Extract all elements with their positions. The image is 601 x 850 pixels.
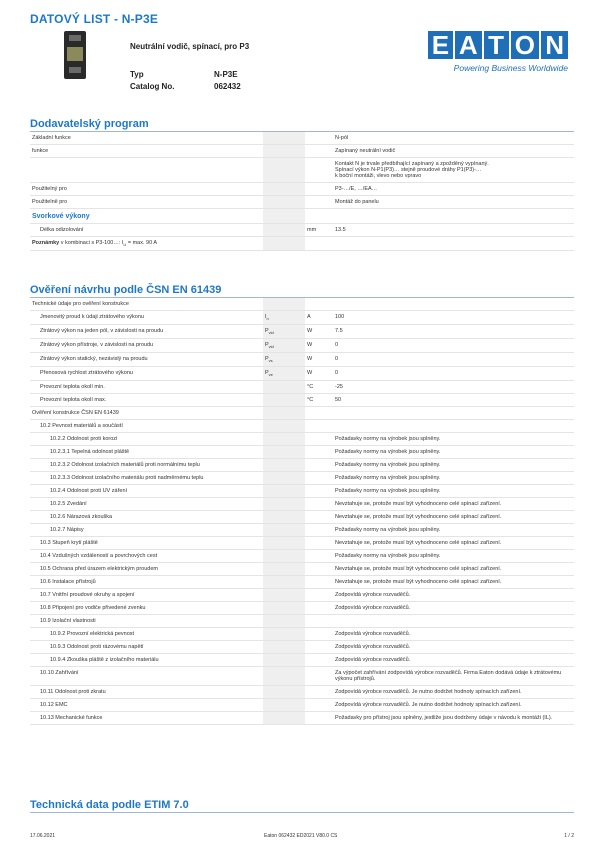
table-row <box>30 550 574 563</box>
row-value: Požadavky pro přístroj jsou splněny, jestliže jsou dodrženy údaje v návodu k montáži (IL). <box>333 712 574 725</box>
row-label: Jmenovitý proud k údaji ztrátového výkonu <box>30 311 263 325</box>
table-row <box>30 602 574 615</box>
logo-letter: T <box>484 31 509 59</box>
section-title-etim: Technická data podle ETIM 7.0 <box>30 799 189 811</box>
row-unit <box>305 524 333 537</box>
row-symbol <box>263 667 305 686</box>
row-label: 10.4 Vzdušných vzdáleností a povrchových cest <box>30 550 263 563</box>
row-symbol <box>263 394 305 407</box>
table-row <box>30 641 574 654</box>
row-unit <box>305 641 333 654</box>
row-label: 10.7 Vnitřní proudové okruhy a spojení <box>30 589 263 602</box>
row-value: Požadavky normy na výrobek jsou splněny. <box>333 446 574 459</box>
row-symbol <box>263 209 305 224</box>
row-unit <box>305 699 333 712</box>
row-value: Nevztahuje se, protože musí být vyhodnoceno celé spínací zařízení. <box>333 511 574 524</box>
row-label: Technické údaje pro ověření konstrukce <box>30 298 263 311</box>
row-value: Zodpovídá výrobce rozvaděčů. <box>333 589 574 602</box>
footer-page-number: 1 / 2 <box>564 833 574 839</box>
row-label: funkce <box>30 145 263 158</box>
row-unit <box>305 589 333 602</box>
row-symbol <box>263 485 305 498</box>
row-symbol <box>263 381 305 394</box>
row-value: Nevztahuje se, protože musí být vyhodnoceno celé spínací zařízení. <box>333 576 574 589</box>
row-value: N-pól <box>333 132 574 145</box>
row-label: Ztrátový výkon statický, nezávislý na proudu <box>30 353 263 367</box>
logo-letter: O <box>511 31 540 59</box>
row-symbol: $P_{vs}$ <box>263 353 305 367</box>
row-value: Požadavky normy na výrobek jsou splněny. <box>333 550 574 563</box>
table-row <box>30 628 574 641</box>
row-label: 10.9.2 Provozní elektrická pevnost <box>30 628 263 641</box>
table-row <box>30 353 574 367</box>
type-value: N-P3E <box>214 70 238 79</box>
row-unit <box>305 472 333 485</box>
row-symbol <box>263 132 305 145</box>
subsection-title: Svorkové výkony <box>30 209 263 224</box>
row-value: 100 <box>333 311 574 325</box>
row-value: 13.5 <box>333 224 574 237</box>
row-unit <box>305 511 333 524</box>
table-row <box>30 158 574 183</box>
row-symbol <box>263 420 305 433</box>
row-label: 10.11 Odolnost proti zkratu <box>30 686 263 699</box>
row-symbol <box>263 459 305 472</box>
note-row <box>30 237 574 251</box>
row-unit <box>305 537 333 550</box>
table-row <box>30 459 574 472</box>
table-row <box>30 615 574 628</box>
table-row <box>30 145 574 158</box>
row-unit <box>305 158 333 183</box>
row-label: 10.3 Stupeň krytí pláště <box>30 537 263 550</box>
design-verification-table <box>30 298 574 725</box>
row-label: Délka odizolování <box>30 224 263 237</box>
row-unit <box>305 298 333 311</box>
row-symbol <box>263 158 305 183</box>
row-value: 0 <box>333 339 574 353</box>
row-unit <box>305 712 333 725</box>
row-unit <box>305 237 333 251</box>
row-unit: mm <box>305 224 333 237</box>
row-label: Ověření konstrukce ČSN EN 61439 <box>30 407 263 420</box>
row-value <box>333 209 574 224</box>
row-symbol: $P_{vid}$ <box>263 325 305 339</box>
logo-tagline: Powering Business Worldwide <box>453 63 568 73</box>
row-symbol <box>263 524 305 537</box>
row-unit: W <box>305 339 333 353</box>
table-row <box>30 420 574 433</box>
row-value: Zodpovídá výrobce rozvaděčů. <box>333 628 574 641</box>
row-unit <box>305 485 333 498</box>
row-value <box>333 407 574 420</box>
row-value: Zodpovídá výrobce rozvaděčů. Je nutno dodržet hodnoty spínacích zařízení. <box>333 686 574 699</box>
row-symbol <box>263 686 305 699</box>
row-value <box>333 615 574 628</box>
row-value: Nevztahuje se, protože musí být vyhodnoceno celé spínací zařízení. <box>333 498 574 511</box>
row-value <box>333 420 574 433</box>
row-value: Požadavky normy na výrobek jsou splněny. <box>333 524 574 537</box>
row-label: 10.9.4 Zkouška pláště z izolačního materiálu <box>30 654 263 667</box>
row-unit <box>305 183 333 196</box>
row-label: Přenosová rychlost ztrátového výkonu <box>30 367 263 381</box>
table-row <box>30 311 574 325</box>
table-row <box>30 367 574 381</box>
table-row <box>30 498 574 511</box>
row-symbol <box>263 298 305 311</box>
row-unit <box>305 132 333 145</box>
row-value: Požadavky normy na výrobek jsou splněny. <box>333 433 574 446</box>
logo-wordmark <box>428 31 568 59</box>
row-unit <box>305 615 333 628</box>
row-label: 10.2.3.1 Tepelná odolnost pláště <box>30 446 263 459</box>
table-row <box>30 433 574 446</box>
row-symbol <box>263 628 305 641</box>
row-label: 10.8 Připojení pro vodiče přivedené zvenku <box>30 602 263 615</box>
row-label: 10.2.2 Odolnost proti korozi <box>30 433 263 446</box>
row-value: 7.5 <box>333 325 574 339</box>
row-value <box>333 298 574 311</box>
row-unit: A <box>305 311 333 325</box>
product-description: Neutrální vodič, spínací, pro P3 <box>130 42 250 51</box>
table-row <box>30 394 574 407</box>
row-symbol <box>263 712 305 725</box>
row-value: Zodpovídá výrobce rozvaděčů. <box>333 602 574 615</box>
row-symbol <box>263 699 305 712</box>
product-meta <box>130 69 241 93</box>
row-symbol <box>263 615 305 628</box>
row-unit <box>305 498 333 511</box>
row-unit <box>305 563 333 576</box>
row-value: 0 <box>333 367 574 381</box>
table-row <box>30 339 574 353</box>
table-row <box>30 472 574 485</box>
row-label: 10.2.6 Nárazová zkouška <box>30 511 263 524</box>
row-unit: W <box>305 367 333 381</box>
table-row <box>30 485 574 498</box>
table-row <box>30 224 574 237</box>
table-row <box>30 654 574 667</box>
row-symbol <box>263 183 305 196</box>
row-value: Kontakt N je trvale předbíhající zapínaný a zpožděný vypínaný. Spínací výkon N-P1(P3)… stejně proudové dráhy P1(P3)-… k boční montáži, vlevo nebo vpravo <box>333 158 574 183</box>
row-value <box>333 237 574 251</box>
row-symbol <box>263 433 305 446</box>
row-symbol: $P_{vid}$ <box>263 339 305 353</box>
table-row <box>30 183 574 196</box>
row-symbol <box>263 446 305 459</box>
row-symbol <box>263 602 305 615</box>
row-label: Použitelně pro <box>30 196 263 209</box>
row-label: Použitelný pro <box>30 183 263 196</box>
row-unit <box>305 145 333 158</box>
row-symbol <box>263 550 305 563</box>
row-unit <box>305 407 333 420</box>
row-symbol <box>263 224 305 237</box>
note: Poznámky v kombinaci s P3-100…: $I_U = \max$. 90 A <box>30 237 263 251</box>
row-unit <box>305 446 333 459</box>
row-label: 10.12 EMC <box>30 699 263 712</box>
row-value: Zodpovídá výrobce rozvaděčů. <box>333 641 574 654</box>
table-row <box>30 298 574 311</box>
row-label: Provozní teplota okolí min. <box>30 381 263 394</box>
row-value: Požadavky normy na výrobek jsou splněny. <box>333 459 574 472</box>
row-symbol: $P_{ve}$ <box>263 367 305 381</box>
row-unit <box>305 209 333 224</box>
row-label: 10.9 Izolační vlastnosti <box>30 615 263 628</box>
row-symbol <box>263 145 305 158</box>
row-label: Základní funkce <box>30 132 263 145</box>
document-title: DATOVÝ LIST - N-P3E <box>30 12 159 26</box>
row-value: Nevztahuje se, protože musí být vyhodnoceno celé spínací zařízení. <box>333 537 574 550</box>
row-value: Nevztahuje se, protože musí být vyhodnoceno celé spínací zařízení. <box>333 563 574 576</box>
row-unit <box>305 628 333 641</box>
row-value: Zodpovídá výrobce rozvaděčů. Je nutno dodržet hodnoty spínacích zařízení. <box>333 699 574 712</box>
footer-doc-id: Eaton 062432 ED2021 V80.0 CS <box>264 833 338 839</box>
catalog-value: 062432 <box>214 82 241 91</box>
row-unit <box>305 420 333 433</box>
row-symbol <box>263 654 305 667</box>
table-row <box>30 667 574 686</box>
table-row <box>30 537 574 550</box>
row-unit <box>305 602 333 615</box>
table-row <box>30 712 574 725</box>
table-row <box>30 699 574 712</box>
row-value: 0 <box>333 353 574 367</box>
row-value: Zapínaný neutrální vodič <box>333 145 574 158</box>
row-value: Za výpočet zahřívání zodpovídá výrobce rozvaděčů. Firma Eaton dodává údaje k ztrátovému výkonu přístrojů. <box>333 667 574 686</box>
section-divider <box>30 812 574 813</box>
logo-letter: N <box>541 31 568 59</box>
footer-date: 17.06.2021 <box>30 833 56 839</box>
row-value: 50 <box>333 394 574 407</box>
row-unit <box>305 576 333 589</box>
row-unit <box>305 654 333 667</box>
row-symbol <box>263 563 305 576</box>
row-unit: °C <box>305 381 333 394</box>
section-title-design-verification: Ověření návrhu podle ČSN EN 61439 <box>30 284 222 296</box>
product-image <box>64 31 86 79</box>
row-unit <box>305 433 333 446</box>
row-label: 10.10 Zahřívání <box>30 667 263 686</box>
row-symbol <box>263 641 305 654</box>
row-label <box>30 158 263 183</box>
table-row <box>30 381 574 394</box>
row-label: Ztrátový výkon na jeden pól, v závislosti na proudu <box>30 325 263 339</box>
section-title-supplier-program: Dodavatelský program <box>30 118 149 130</box>
row-unit: W <box>305 325 333 339</box>
logo-letter: E <box>428 31 453 59</box>
row-symbol <box>263 407 305 420</box>
row-value: Požadavky normy na výrobek jsou splněny. <box>333 485 574 498</box>
row-label: Provozní teplota okolí max. <box>30 394 263 407</box>
row-unit <box>305 196 333 209</box>
supplier-program-table <box>30 132 574 251</box>
table-row <box>30 325 574 339</box>
row-unit <box>305 686 333 699</box>
row-label: 10.2.7 Nápisy <box>30 524 263 537</box>
catalog-label: Catalog No. <box>130 82 175 91</box>
subsection-row <box>30 209 574 224</box>
table-row <box>30 563 574 576</box>
row-label: 10.2.4 Odolnost proti UV záření <box>30 485 263 498</box>
table-row <box>30 524 574 537</box>
row-value: Požadavky normy na výrobek jsou splněny. <box>333 472 574 485</box>
row-value: Zodpovídá výrobce rozvaděčů. <box>333 654 574 667</box>
row-label: 10.6 Instalace přístrojů <box>30 576 263 589</box>
table-row <box>30 686 574 699</box>
row-label: 10.5 Ochrana před úrazem elektrickým proudem <box>30 563 263 576</box>
row-value: P3-…/E, …/EA… <box>333 183 574 196</box>
row-symbol <box>263 589 305 602</box>
row-symbol <box>263 237 305 251</box>
row-unit <box>305 667 333 686</box>
row-label: 10.2 Pevnost materiálů a součástí <box>30 420 263 433</box>
table-row <box>30 407 574 420</box>
row-value: Montáž do panelu <box>333 196 574 209</box>
row-unit <box>305 550 333 563</box>
row-symbol <box>263 576 305 589</box>
row-label: 10.2.5 Zvedání <box>30 498 263 511</box>
logo-letter: A <box>455 31 482 59</box>
row-symbol <box>263 196 305 209</box>
row-symbol <box>263 498 305 511</box>
row-unit: °C <box>305 394 333 407</box>
row-symbol <box>263 537 305 550</box>
row-unit: W <box>305 353 333 367</box>
row-unit <box>305 459 333 472</box>
row-value: -25 <box>333 381 574 394</box>
row-label: 10.2.3.3 Odolnost izolačního materiálu proti nadměrnému teplu <box>30 472 263 485</box>
type-label: Typ <box>130 70 144 79</box>
row-symbol: $I_n$ <box>263 311 305 325</box>
table-row <box>30 576 574 589</box>
table-row <box>30 589 574 602</box>
row-label: 10.9.3 Odolnost proti rázovému napětí <box>30 641 263 654</box>
row-symbol <box>263 472 305 485</box>
eaton-logo <box>428 31 568 73</box>
table-row <box>30 446 574 459</box>
table-row <box>30 196 574 209</box>
row-symbol <box>263 511 305 524</box>
table-row <box>30 132 574 145</box>
row-label: 10.2.3.2 Odolnost izolačních materiálů proti normálnímu teplu <box>30 459 263 472</box>
table-row <box>30 511 574 524</box>
row-label: 10.13 Mechanické funkce <box>30 712 263 725</box>
row-label: Ztrátový výkon přístroje, v závislosti na proudu <box>30 339 263 353</box>
